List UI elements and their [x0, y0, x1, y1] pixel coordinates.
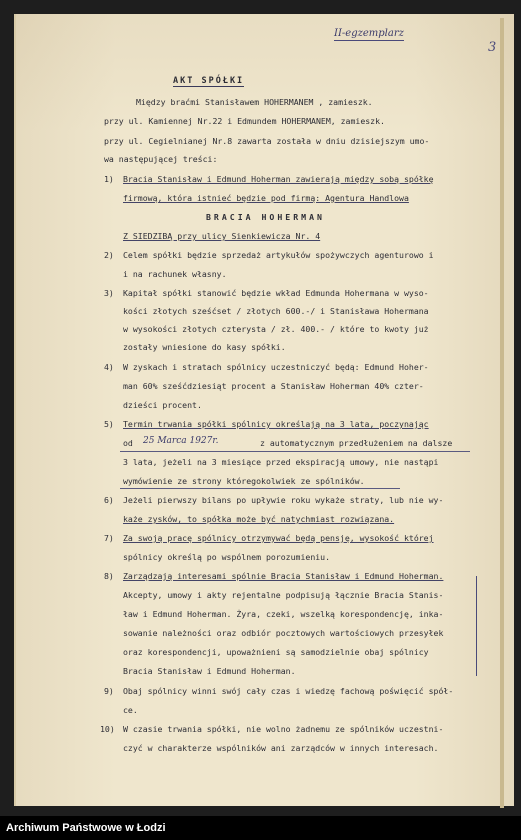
- intro-line: Między braćmi Stanisławem HOHERMANEM , zamieszk.: [136, 97, 373, 107]
- clause-number: 10): [100, 724, 115, 734]
- clause-line: Jeżeli pierwszy bilans po upływie roku wykaże straty, lub nie wy-: [123, 495, 444, 505]
- clause-line: i na rachunek własny.: [123, 269, 227, 279]
- clause-number: 3): [104, 288, 114, 298]
- clause-line: man 60% sześćdziesiąt procent a Stanisław Hoherman 40% czter-: [123, 381, 424, 391]
- clause-line: Z SIEDZIBĄ przy ulicy Sienkiewicza Nr. 4: [123, 231, 321, 241]
- clause-number: 4): [104, 362, 114, 372]
- clause-line: kości złotych sześćset / złotych 600.-/ i Stanisława Hohermana: [123, 306, 429, 316]
- clause-line: Celem spółki będzie sprzedaż artykułów spożywczych agenturowo i: [123, 250, 434, 260]
- pencil-underline: [120, 451, 470, 452]
- document-title: AKT SPÓŁKI: [173, 76, 245, 86]
- clause-number: 5): [104, 419, 114, 429]
- clause-line: z automatycznym przedłużeniem na dalsze: [260, 438, 453, 448]
- clause-number: 2): [104, 250, 114, 260]
- clause-line: w wysokości złotych czterysta / zł. 400.- / które to kwoty już: [123, 324, 429, 334]
- clause-line: wymówienie ze strony któregokolwiek ze spólników.: [123, 476, 365, 486]
- page-edge: [500, 18, 504, 808]
- clause-line: W zyskach i stratach spólnicy uczestniczyć będą: Edmund Hoher-: [123, 362, 429, 372]
- clause-line: Bracia Stanisław i Edmund Hoherman zawierają między sobą spółkę: [123, 174, 434, 184]
- intro-line: wa następującej treści:: [104, 154, 218, 164]
- clause-line: Za swoją pracę spólnicy otrzymywać będą pensję, wysokość której: [123, 533, 434, 543]
- clause-line: Obaj spólnicy winni swój cały czas i wiedzę fachową poświęcić spół-: [123, 686, 454, 696]
- clause-number: 1): [104, 174, 114, 184]
- clause-line: sowanie należności oraz odbiór pocztowych wartościowych przesyłek: [123, 628, 444, 638]
- clause-number: 6): [104, 495, 114, 505]
- clause-line: czyć w charakterze wspólników ani zarządców w innych interesach.: [123, 743, 439, 753]
- clause-line: Bracia Stanisław i Edmund Hoherman.: [123, 666, 296, 676]
- clause-line: oraz korespondencji, upoważnieni są samodzielnie obaj spólnicy: [123, 647, 429, 657]
- archive-footer: [0, 816, 521, 840]
- clause-line: 3 lata, jeżeli na 3 miesiące przed ekspiracją umowy, nie nastąpi: [123, 457, 439, 467]
- clause-line: Zarządzają interesami spólnie Bracia Stanisław i Edmund Hoherman.: [123, 571, 444, 581]
- clause-line: ce.: [123, 705, 138, 715]
- clause-line: od: [123, 438, 133, 448]
- clause-line: ław i Edmund Hoherman. Żyra, czeki, wszelką korespondencję, inka-: [123, 609, 444, 619]
- intro-line: przy ul. Kamiennej Nr.22 i Edmundem HOHERMANEM, zamieszk.: [104, 116, 385, 126]
- page-number: 3: [488, 40, 497, 55]
- clause-line: spólnicy określą po wspólnem porozumieniu.: [123, 552, 331, 562]
- firm-name: BRACIA HOHERMAN: [206, 212, 325, 222]
- archive-name: Archiwum Państwowe w Łodzi: [6, 822, 166, 834]
- clause-line: W czasie trwania spółki, nie wolno żadnemu ze spólników uczestni-: [123, 724, 444, 734]
- clause-line: Akcepty, umowy i akty rejentalne podpisują łącznie Bracia Stanis-: [123, 590, 444, 600]
- clause-line: każe zysków, to spółka może być natychmiast rozwiązana.: [123, 514, 395, 524]
- clause-number: 9): [104, 686, 114, 696]
- clause-line: zostały wniesione do kasy spółki.: [123, 342, 286, 352]
- clause-line: dzieści procent.: [123, 400, 202, 410]
- handwritten-date: 25 Marca 1927r.: [143, 436, 219, 446]
- clause-line: Termin trwania spółki spólnicy określają na 3 lata, poczynając: [123, 419, 429, 429]
- copy-handnote: II-egzemplarz: [334, 28, 404, 39]
- clause-line: Kapitał spółki stanowić będzie wkład Edmunda Hohermana w wyso-: [123, 288, 429, 298]
- intro-line: przy ul. Cegielnianej Nr.8 zawarta została w dniu dzisiejszym umo-: [104, 136, 430, 146]
- margin-bracket: [476, 576, 477, 676]
- clause-line: firmową, która istnieć będzie pod firmą: Agentura Handlowa: [123, 193, 409, 203]
- clause-number: 7): [104, 533, 114, 543]
- pencil-underline: [120, 488, 400, 489]
- clause-number: 8): [104, 571, 114, 581]
